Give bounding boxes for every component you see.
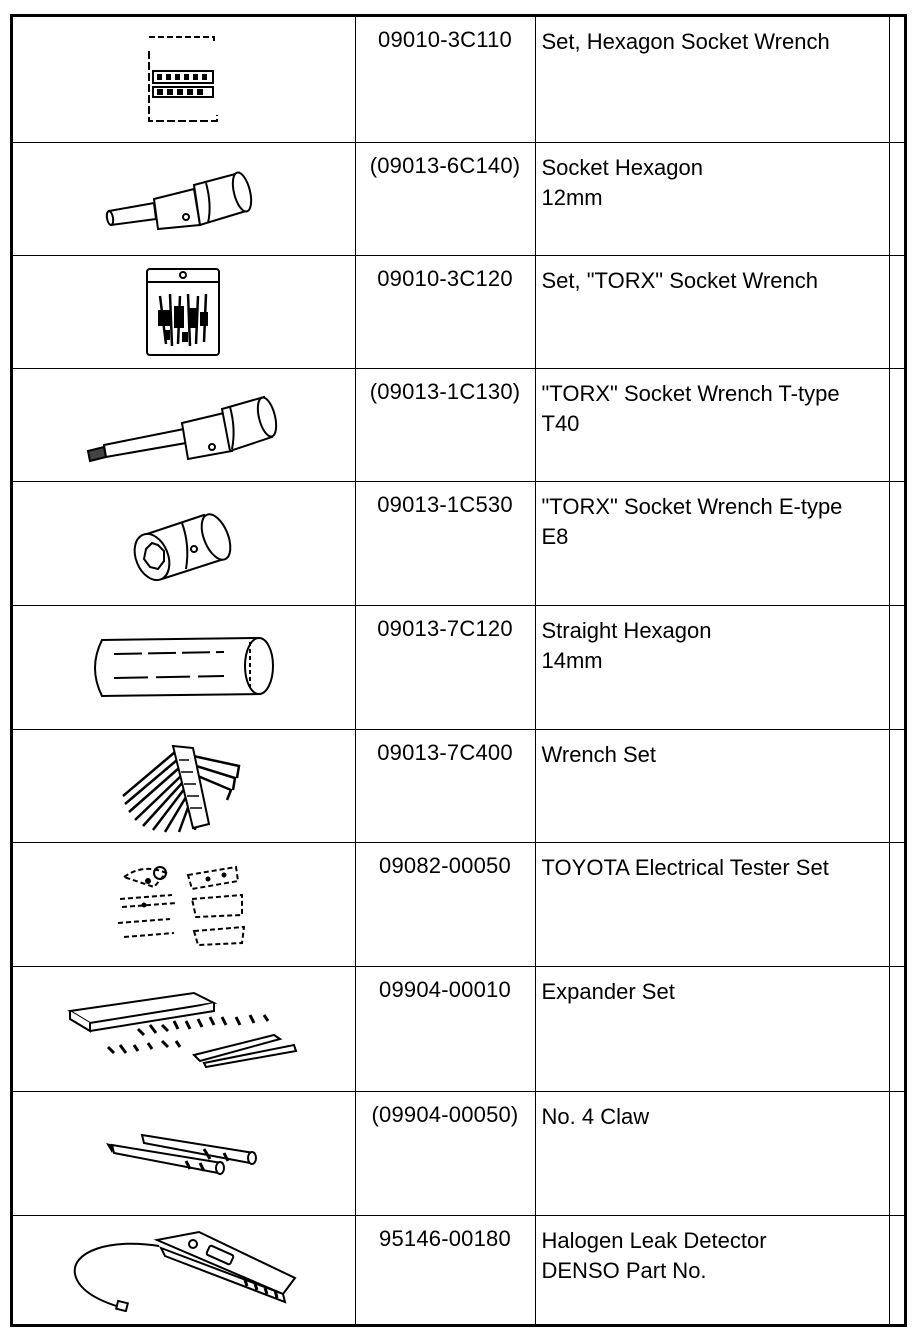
tool-description [535, 142, 889, 255]
tool-description [535, 966, 889, 1091]
table-row [13, 729, 907, 842]
blank-cell [889, 1091, 907, 1215]
tool-illustration-cell [13, 17, 355, 142]
description-line: Set, "TORX" Socket Wrench [541, 267, 818, 293]
part-number: 09082-00050 [355, 842, 535, 966]
claw-tool-icon [104, 1123, 264, 1183]
tool-description [535, 729, 889, 842]
description-line: E8 [541, 523, 569, 549]
part-number: 09013-7C120 [355, 605, 535, 729]
part-number: 09013-7C400 [355, 729, 535, 842]
tool-description [535, 17, 889, 142]
tool-illustration-cell [13, 605, 355, 729]
table-row [13, 842, 907, 966]
tool-description [535, 1091, 889, 1215]
description-line: Straight Hexagon [541, 617, 712, 643]
torx-e-type-socket-icon [124, 501, 244, 585]
expander-set-icon [64, 989, 304, 1069]
description-line: T40 [541, 410, 580, 436]
electrical-tester-set-icon [114, 859, 254, 949]
blank-cell [889, 255, 907, 368]
tool-illustration-cell [13, 1091, 355, 1215]
description-line: "TORX" Socket Wrench E-type [541, 493, 843, 519]
blank-cell [889, 1215, 907, 1324]
part-number: 09010-3C120 [355, 255, 535, 368]
table-row [13, 481, 907, 605]
blank-cell [889, 142, 907, 255]
part-number: (09013-1C130) [355, 368, 535, 481]
tool-illustration-cell [13, 481, 355, 605]
part-number: 09904-00010 [355, 966, 535, 1091]
tool-illustration-cell [13, 142, 355, 255]
tool-description [535, 368, 889, 481]
blank-cell [889, 729, 907, 842]
part-number: 09010-3C110 [355, 17, 535, 142]
description-line: Expander Set [541, 978, 675, 1004]
hexagon-socket-icon [104, 159, 264, 239]
table-row [13, 966, 907, 1091]
table-row [13, 17, 907, 142]
description-line: Set, Hexagon Socket Wrench [541, 29, 830, 54]
part-number: 09013-1C530 [355, 481, 535, 605]
tool-illustration-cell [13, 842, 355, 966]
part-number: (09904-00050) [355, 1091, 535, 1215]
torx-t-type-socket-icon [84, 385, 284, 465]
description-line: DENSO Part No. [541, 1257, 707, 1283]
special-tools-sheet [10, 14, 907, 1327]
tool-illustration-cell [13, 1215, 355, 1324]
tools-table [13, 17, 907, 1324]
blank-cell [889, 842, 907, 966]
hexagon-socket-wrench-set-case-icon [139, 29, 229, 129]
description-line: Halogen Leak Detector [541, 1227, 767, 1253]
blank-cell [889, 966, 907, 1091]
table-row [13, 1091, 907, 1215]
table-row [13, 142, 907, 255]
tool-description [535, 605, 889, 729]
tool-illustration-cell [13, 368, 355, 481]
table-row [13, 368, 907, 481]
hex-key-wrench-set-icon [119, 738, 249, 834]
table-row [13, 605, 907, 729]
table-row [13, 255, 907, 368]
straight-hexagon-icon [84, 632, 284, 702]
description-line: Wrench Set [541, 741, 657, 767]
tool-description [535, 255, 889, 368]
part-number: (09013-6C140) [355, 142, 535, 255]
description-line: TOYOTA Electrical Tester Set [541, 854, 829, 880]
description-line: Socket Hexagon [541, 154, 703, 180]
blank-cell [889, 368, 907, 481]
tool-illustration-cell [13, 966, 355, 1091]
halogen-leak-detector-icon [69, 1228, 299, 1312]
blank-cell [889, 605, 907, 729]
tool-description [535, 1215, 889, 1324]
table-row [13, 1215, 907, 1324]
torx-socket-wrench-set-icon [144, 266, 224, 358]
tool-illustration-cell [13, 729, 355, 842]
description-line: 12mm [541, 184, 603, 210]
tool-illustration-cell [13, 255, 355, 368]
tool-description [535, 481, 889, 605]
blank-cell [889, 481, 907, 605]
blank-cell [889, 17, 907, 142]
description-line: "TORX" Socket Wrench T-type [541, 380, 840, 406]
description-line: No. 4 Claw [541, 1103, 650, 1129]
tool-description [535, 842, 889, 966]
description-line: 14mm [541, 647, 603, 673]
part-number: 95146-00180 [355, 1215, 535, 1324]
